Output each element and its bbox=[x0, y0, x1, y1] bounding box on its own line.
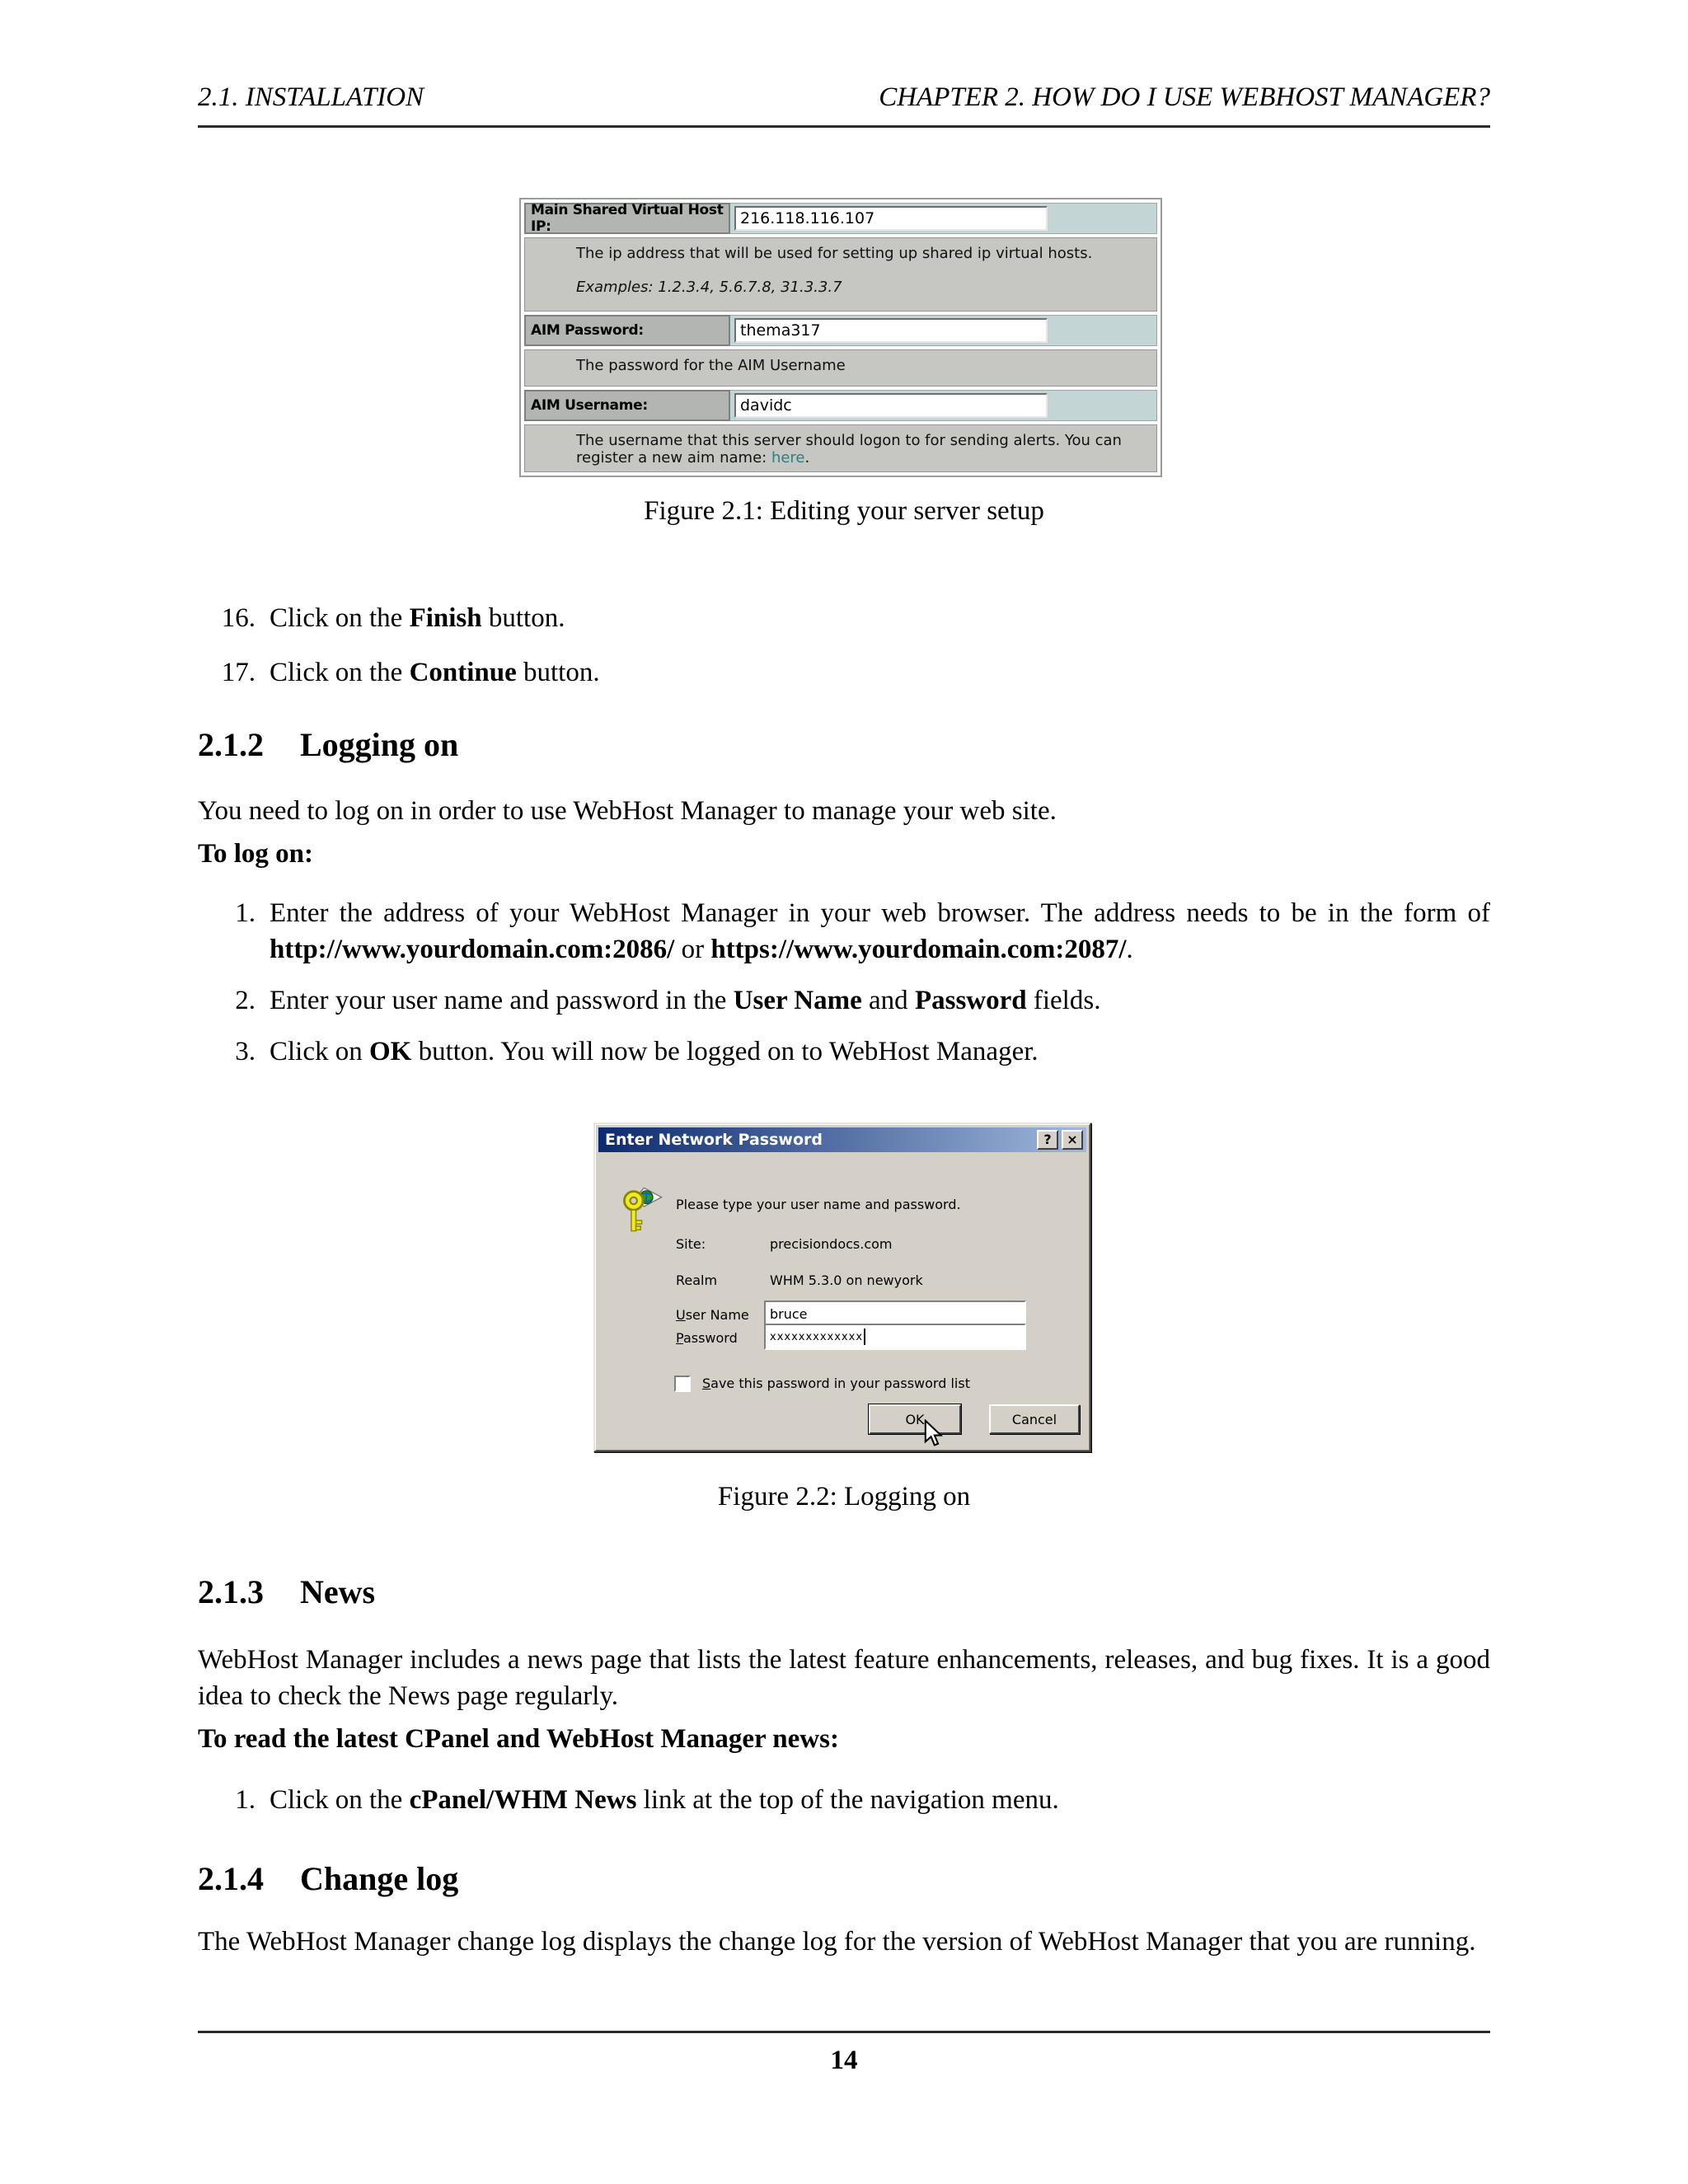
step2-pre: Enter your user name and password in the bbox=[270, 986, 734, 1015]
list-number: 16. bbox=[221, 603, 256, 633]
host-ip-input-area bbox=[730, 203, 1157, 234]
list-number: 17. bbox=[221, 658, 256, 687]
ok-button-ref: OK bbox=[369, 1037, 412, 1066]
header-chapter-label: CHAPTER 2. HOW DO I USE WEBHOST MANAGER? bbox=[879, 82, 1490, 112]
list-number: 2. bbox=[235, 986, 256, 1015]
section-heading-change-log bbox=[198, 1859, 458, 1898]
aim-username-help-period: . bbox=[804, 449, 810, 466]
save-password-label bbox=[702, 1376, 970, 1391]
section-number: 2.1.3 bbox=[198, 1573, 264, 1610]
realm-value: WHM 5.3.0 on newyork bbox=[770, 1272, 923, 1288]
section-number: 2.1.4 bbox=[198, 1860, 264, 1897]
step16-post: button. bbox=[481, 603, 565, 633]
aim-username-help-text: The username that this server should logon to for sending alerts. You can register a new aim name: bbox=[576, 432, 1122, 466]
finish-button-ref: Finish bbox=[409, 603, 482, 633]
header-section-label: 2.1. INSTALLATION bbox=[198, 82, 424, 112]
password-rest: assword bbox=[682, 1330, 738, 1346]
aim-username-input-area bbox=[730, 390, 1157, 421]
password-accel: P bbox=[676, 1330, 683, 1346]
mouse-cursor-icon bbox=[923, 1419, 945, 1447]
user-name-rest: ser Name bbox=[685, 1307, 749, 1323]
list-item bbox=[198, 654, 1490, 691]
changelog-paragraph: The WebHost Manager change log displays the change log for the version of WebHost Manager that you are running. bbox=[198, 1927, 1476, 1957]
news-step-post: link at the top of the navigation menu. bbox=[636, 1785, 1059, 1815]
whm-http-url: http://www.yourdomain.com:2086/ bbox=[270, 935, 675, 964]
enter-network-password-dialog bbox=[593, 1122, 1091, 1452]
news-lead-line: To read the latest CPanel and WebHost Manager news: bbox=[198, 1724, 839, 1754]
password-masked-value: xxxxxxxxxxxxx bbox=[770, 1330, 864, 1343]
site-label: Site: bbox=[676, 1236, 706, 1252]
list-item bbox=[198, 982, 1490, 1019]
news-paragraph: WebHost Manager includes a news page that lists the latest feature enhancements, releases, and bug fixes. It is a good idea to check the News page regularly. bbox=[198, 1645, 1490, 1711]
list-text bbox=[270, 600, 1490, 636]
form-row-host-ip bbox=[524, 203, 1157, 234]
list-text bbox=[270, 895, 1490, 968]
section-heading-logging-on bbox=[198, 725, 458, 764]
aim-password-input[interactable] bbox=[734, 318, 1048, 343]
list-text bbox=[270, 654, 1490, 691]
logging-intro-paragraph: You need to log on in order to use WebHost Manager to manage your web site. bbox=[198, 796, 1057, 826]
text-caret bbox=[864, 1329, 865, 1345]
host-ip-help bbox=[524, 237, 1157, 312]
password-input[interactable] bbox=[764, 1324, 1026, 1350]
section-title: Logging on bbox=[300, 726, 459, 763]
aim-password-input-area bbox=[730, 315, 1157, 346]
step3-post: button. You will now be logged on to WebHost Manager. bbox=[411, 1037, 1039, 1066]
aim-username-input[interactable] bbox=[734, 393, 1048, 418]
list-number: 3. bbox=[235, 1037, 256, 1066]
site-value: precisiondocs.com bbox=[770, 1236, 893, 1252]
aim-username-label: AIM Username: bbox=[524, 390, 730, 421]
list-number: 1. bbox=[235, 1785, 256, 1815]
password-label bbox=[676, 1330, 738, 1346]
list-text bbox=[270, 982, 1490, 1019]
figure-server-setup-screenshot bbox=[519, 198, 1162, 477]
section-heading-news bbox=[198, 1572, 375, 1611]
list-item bbox=[198, 1782, 1490, 1818]
host-ip-label: Main Shared Virtual Host IP: bbox=[524, 203, 730, 234]
cancel-button[interactable]: Cancel bbox=[989, 1404, 1080, 1434]
step17-post: button. bbox=[516, 658, 600, 687]
section-number: 2.1.2 bbox=[198, 726, 264, 763]
running-header bbox=[198, 82, 1490, 113]
figure2-caption: Figure 2.2: Logging on bbox=[717, 1482, 971, 1511]
list-item bbox=[198, 600, 1490, 636]
host-ip-examples: Examples: 1.2.3.4, 5.6.7.8, 31.3.3.7 bbox=[576, 279, 842, 296]
list-number: 1. bbox=[235, 898, 256, 928]
section-title: News bbox=[300, 1573, 376, 1610]
step17-pre: Click on the bbox=[270, 658, 410, 687]
footer-rule bbox=[198, 2031, 1490, 2033]
realm-label: Realm bbox=[676, 1272, 718, 1288]
host-ip-input[interactable] bbox=[734, 206, 1048, 231]
section-title: Change log bbox=[300, 1860, 459, 1897]
news-step-pre: Click on the bbox=[270, 1785, 410, 1815]
form-row-aim-password bbox=[524, 315, 1157, 346]
step1-post: . bbox=[1126, 935, 1133, 964]
password-field-ref: Password bbox=[914, 986, 1027, 1015]
dialog-title-bar[interactable] bbox=[598, 1127, 1086, 1152]
help-button[interactable]: ? bbox=[1037, 1130, 1058, 1150]
save-rest: ave this password in your password list bbox=[710, 1376, 970, 1391]
ok-button[interactable]: OK bbox=[869, 1404, 961, 1434]
form-row-aim-username bbox=[524, 390, 1157, 421]
aim-username-help bbox=[524, 424, 1157, 472]
step3-pre: Click on bbox=[270, 1037, 369, 1066]
dialog-title: Enter Network Password bbox=[605, 1131, 823, 1149]
dialog-prompt: Please type your user name and password. bbox=[676, 1197, 961, 1212]
list-item bbox=[198, 1033, 1490, 1070]
list-text bbox=[270, 1033, 1490, 1070]
key-icon bbox=[623, 1187, 663, 1238]
user-name-accel: U bbox=[676, 1307, 686, 1323]
save-accel: S bbox=[702, 1376, 711, 1391]
user-name-label bbox=[676, 1307, 749, 1323]
user-name-field-ref: User Name bbox=[733, 986, 862, 1015]
continue-button-ref: Continue bbox=[409, 658, 517, 687]
step16-pre: Click on the bbox=[270, 603, 410, 633]
whm-https-url: https://www.yourdomain.com:2087/ bbox=[710, 935, 1127, 964]
list-text bbox=[270, 1782, 1490, 1818]
step1-mid: or bbox=[674, 935, 711, 964]
aim-password-label: AIM Password: bbox=[524, 315, 730, 346]
close-button[interactable]: × bbox=[1062, 1130, 1083, 1150]
aim-password-help-text: The password for the AIM Username bbox=[576, 357, 846, 374]
cpanel-whm-news-link-ref: cPanel/WHM News bbox=[409, 1785, 637, 1815]
step2-post: fields. bbox=[1026, 986, 1101, 1015]
logging-lead-line: To log on: bbox=[198, 839, 313, 869]
register-aim-name-link[interactable]: here bbox=[771, 449, 805, 466]
header-rule bbox=[198, 125, 1490, 128]
host-ip-help-text: The ip address that will be used for setting up shared ip virtual hosts. bbox=[576, 245, 1093, 262]
aim-password-help bbox=[524, 349, 1157, 387]
step1-pre: Enter the address of your WebHost Manager in your web browser. The address needs to be in the form of bbox=[270, 898, 1490, 928]
page-number: 14 bbox=[830, 2046, 858, 2075]
figure1-caption: Figure 2.1: Editing your server setup bbox=[644, 496, 1044, 526]
save-password-checkbox[interactable] bbox=[674, 1376, 691, 1392]
step2-mid: and bbox=[861, 986, 915, 1015]
list-item bbox=[198, 895, 1490, 968]
